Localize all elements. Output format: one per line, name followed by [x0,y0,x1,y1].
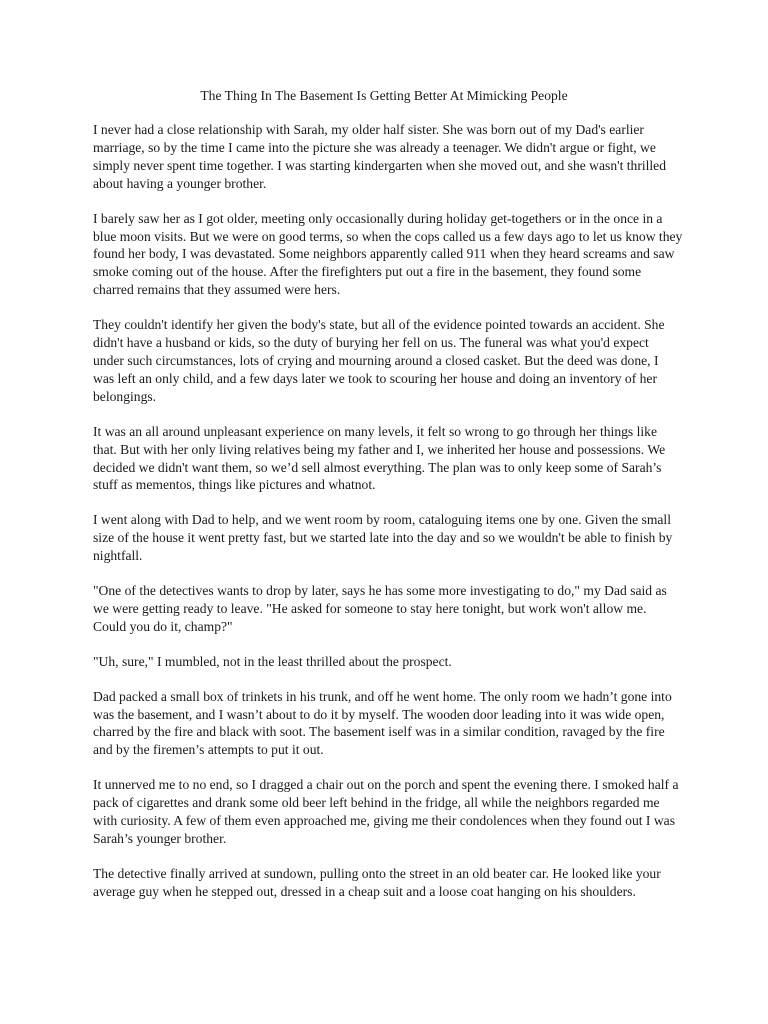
paragraph-8: Dad packed a small box of trinkets in his trunk, and off he went home. The only room we hadn’t gone into was the basement, and I wasn’t about to do it by myself. The wooden door leading into it was wide open, charred by the fire and black with soot. The basement iself was in a similar condition, ravaged by the fire and by the firemen’s attempts to put it out. [93,688,672,758]
paragraph-5: I went along with Dad to help, and we went room by room, cataloguing items one by one. Given the small size of the house it went pretty fast, but we started late into the day and so we wouldn't be able to finish by nightfall. [93,512,673,564]
document-body [93,121,683,918]
paragraph-9: It unnerved me to no end, so I dragged a chair out on the porch and spent the evening there. I smoked half a pack of cigarettes and drank some old beer left behind in the fridge, all while the neighbors regarded me with curiosity. A few of them even approached me, giving me their condolences when they found out I was Sarah’s younger brother. [93,777,679,846]
paragraph-6: "One of the detectives wants to drop by later, says he has some more investigating to do," my Dad said as we were getting ready to leave. "He asked for someone to stay here tonight, but work won't allow me. Could you do it, champ?" [93,583,667,634]
paragraph-2: I barely saw her as I got older, meeting only occasionally during holiday get-togethers or in the once in a blue moon visits. But we were on good terms, so when the cops called us a few days ago to let us know they found her body, I was devastated. Some neighbors apparently called 911 when they heard screams and saw smoke coming out of the house. After the firefighters put out a fire in the basement, they found some charred remains that they assumed were hers. [93,210,683,298]
document-title: The Thing In The Basement Is Getting Better At Mimicking People [200,88,568,103]
paragraph-1: I never had a close relationship with Sarah, my older half sister. She was born out of my Dad's earlier marriage, so by the time I came into the picture she was already a teenager. We didn't argue or fight, we simply never spent time together. I was starting kindergarten when she moved out, and she wasn't thrilled about having a younger brother. [93,122,667,191]
paragraph-10: The detective finally arrived at sundown, pulling onto the street in an old beater car. He looked like your average guy when he stepped out, dressed in a cheap suit and a loose coat hanging on his shoulders. [93,865,661,899]
paragraph-3: They couldn't identify her given the body's state, but all of the evidence pointed towards an accident. She didn't have a husband or kids, so the duty of burying her fell on us. The funeral was what you'd expect under such circumstances, lots of crying and mourning around a closed casket. But the deed was done, I was left an only child, and a few days later we took to scouring her house and doing an inventory of her belongings. [93,317,665,404]
paragraph-7: "Uh, sure," I mumbled, not in the least thrilled about the prospect. [93,653,452,669]
paragraph-4: It was an all around unpleasant experience on many levels, it felt so wrong to go through her things like that. But with her only living relatives being my father and I, we inherited her house and possessions. We decided we didn't want them, so we’d sell almost everything. The plan was to only keep some of Sarah’s stuff as mementos, things like pictures and whatnot. [93,423,666,493]
